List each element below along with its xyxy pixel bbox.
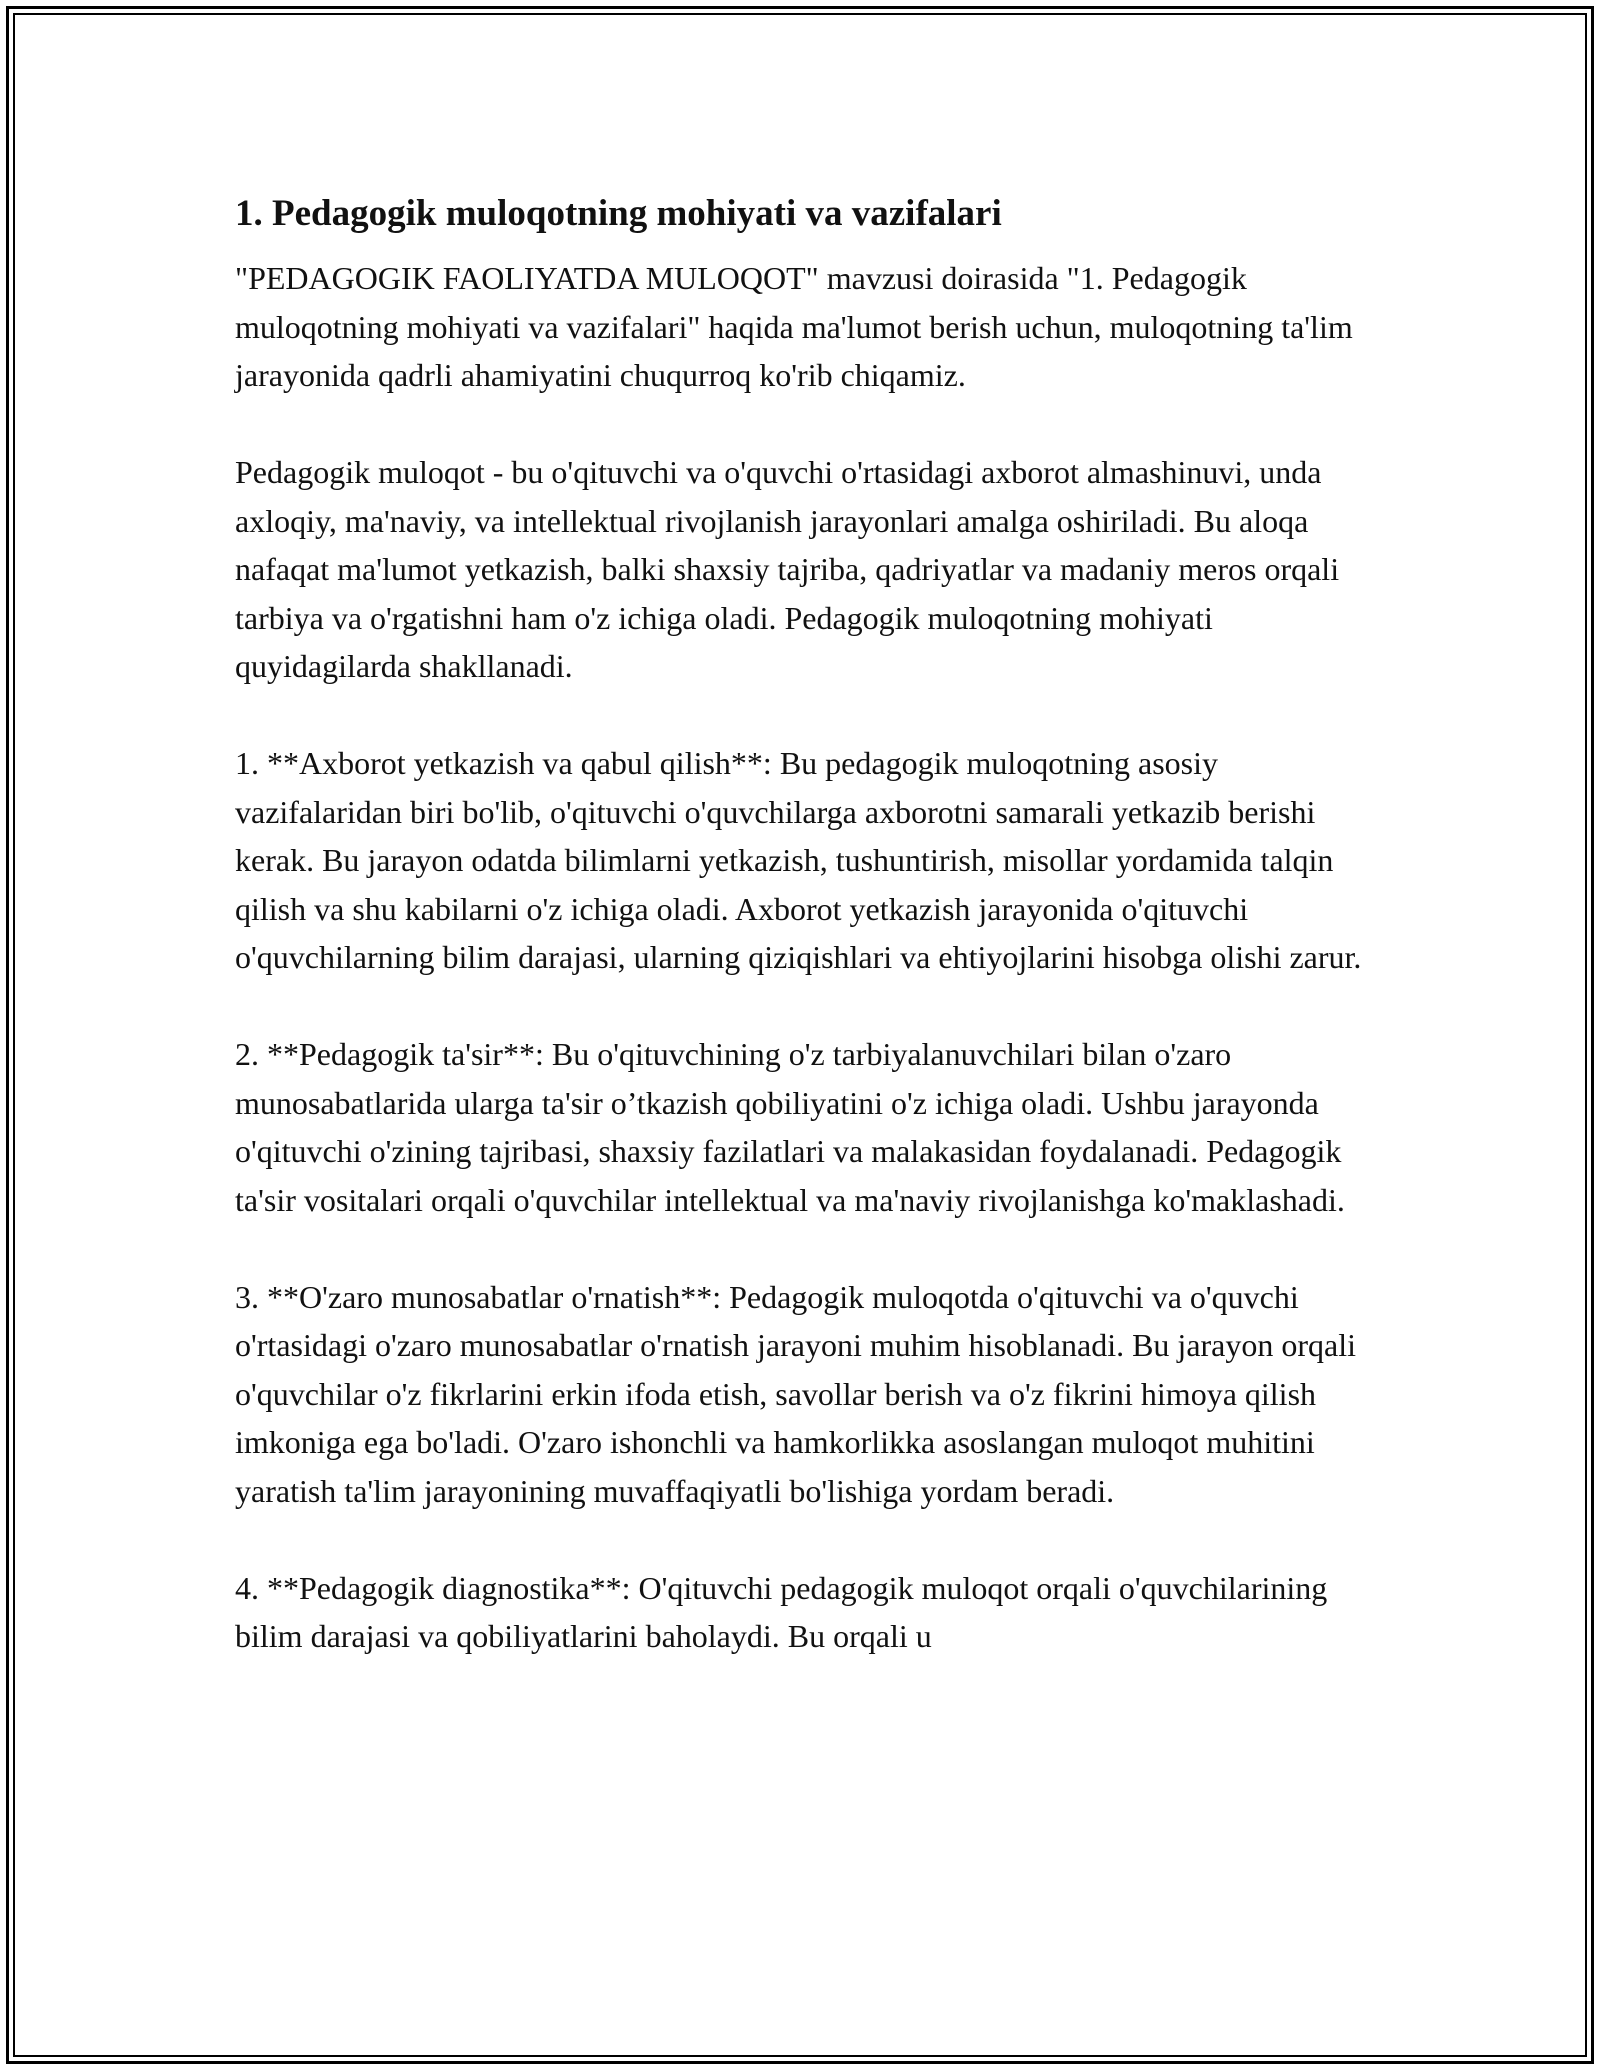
paragraph-intro: "PEDAGOGIK FAOLIYATDA MULOQOT" mavzusi doirasida "1. Pedagogik muloqotning mohiyati va vazifalari" haqida ma'lumot berish uchun, muloqotning ta'lim jarayonida qadrli ahamiyatini chuqurroq ko'rib chiqamiz. [235,260,1353,393]
paragraph-item-2: 2. **Pedagogik ta'sir**: Bu o'qituvchining o'z tarbiyalanuvchilari bilan o'zaro munosabatlarida ularga ta'sir o’tkazish qobiliyatini o'z ichiga oladi. Ushbu jarayonda o'qituvchi o'zining tajribasi, shaxsiy fazilatlari va malakasidan foydalanadi. Pedagogik ta'sir vositalari orqali o'quvchilar intellektual va ma'naviy rivojlanishga ko'maklashadi. [235,1036,1345,1218]
paragraph-definition: Pedagogik muloqot - bu o'qituvchi va o'quvchi o'rtasidagi axborot almashinuvi, unda axloqiy, ma'naviy, va intellektual rivojlanish jarayonlari amalga oshiriladi. Bu aloqa nafaqat ma'lumot yetkazish, balki shaxsiy tajriba, qadriyatlar va madaniy meros orqali tarbiya va o'rgatishni ham o'z ichiga oladi. Pedagogik muloqotning mohiyati quyidagilarda shakllanadi. [235,454,1340,684]
section-heading: 1. Pedagogik muloqotning mohiyati va vazifalari [235,193,1002,234]
paragraph-item-4: 4. **Pedagogik diagnostika**: O'qituvchi pedagogik muloqot orqali o'quvchilarining bilim darajasi va qobiliyatlarini baholaydi. Bu orqali u [235,1569,1328,1654]
paragraph-item-3: 3. **O'zaro munosabatlar o'rnatish**: Pedagogik muloqotda o'qituvchi va o'quvchi o'rtasidagi o'zaro munosabatlar o'rnatish jarayoni muhim hisoblanadi. Bu jarayon orqali o'quvchilar o'z fikrlarini erkin ifoda etish, savollar berish va o'z fikrini himoya qilish imkoniga ega bo'ladi. O'zaro ishonchli va hamkorlikka asoslangan muloqot muhitini yaratish ta'lim jarayonining muvaffaqiyatli bo'lishiga yordam beradi. [235,1278,1357,1509]
paragraph-item-1: 1. **Axborot yetkazish va qabul qilish**: Bu pedagogik muloqotning asosiy vazifalaridan biri bo'lib, o'qituvchi o'quvchilarga axborotni samarali yetkazib berishi kerak. Bu jarayon odatda bilimlarni yetkazish, tushuntirish, misollar yordamida talqin qilish va shu kabilarni o'z ichiga oladi. Axborot yetkazish jarayonida o'qituvchi o'quvchilarning bilim darajasi, ularning qiziqishlari va ehtiyojlarini hisobga olishi zarur. [235,745,1362,975]
document-body [235,188,1370,1709]
